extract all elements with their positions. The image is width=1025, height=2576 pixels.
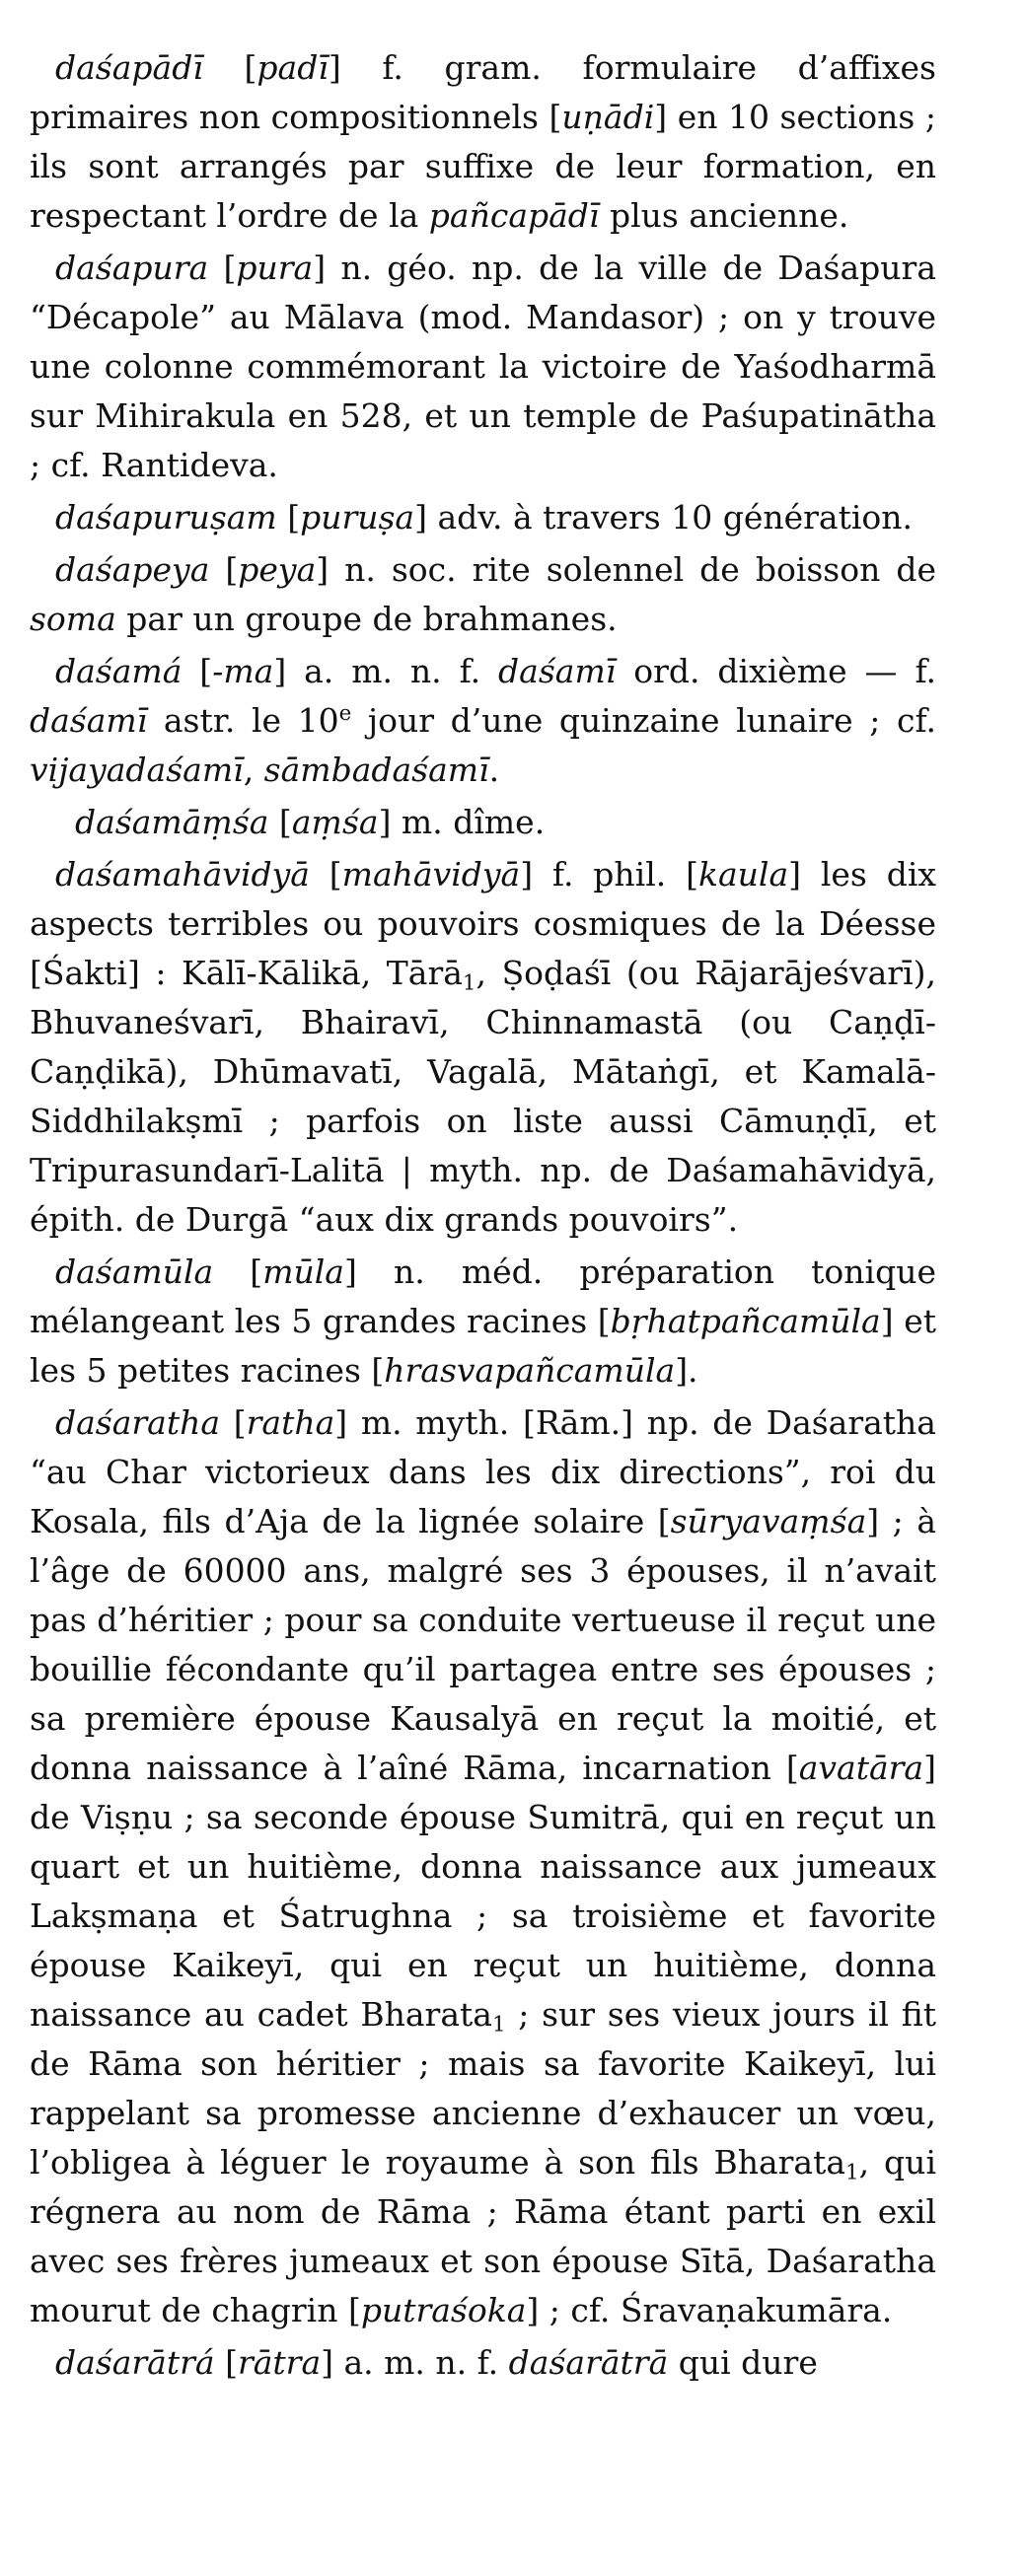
entry-text: par un groupe de brahmanes. xyxy=(115,600,618,638)
italic-term: mahāvidyā xyxy=(341,855,521,894)
subscript-index: 1 xyxy=(462,970,476,996)
entry-text: ] et les 5 petites racines [ xyxy=(30,1302,936,1390)
entry-text: ] en 10 sections ; ils sont arrangés par suffixe de leur formation, en respectant l’ordre de la xyxy=(30,98,937,235)
italic-term: puruṣa xyxy=(300,498,415,537)
entry-text: , Ṣoḍaśī (ou Rājarājeśvarī), Bhuvaneśvarī, Bhairavī, Chinnamastā (ou Caṇḍī-Caṇḍikā), Dhūmavatī, Vagalā, Mātaṅgī, et Kamalā-Siddhilakṣmī ; parfois on liste aussi Cāmuṇḍī, et Tripurasundarī-Lalitā | myth. np. de Daśamahāvidyā, épith. de Durgā “aux dix grands pouvoirs”. xyxy=(30,954,936,1239)
entry-text: [ xyxy=(209,550,239,589)
entry-text: [ xyxy=(213,1252,263,1291)
entry-text: jour d’une quinzaine lunaire ; cf. xyxy=(351,701,936,740)
entry-text: plus ancienne. xyxy=(599,196,849,235)
italic-term: aṃśa xyxy=(291,803,379,841)
entry-text: ] m. dîme. xyxy=(378,803,546,841)
headword: daśamá xyxy=(55,652,183,690)
italic-term: rātra xyxy=(237,2343,322,2382)
entry-text: ]. xyxy=(675,1351,698,1390)
entry-text: ] a. m. n. f. xyxy=(273,652,499,690)
entry-text: [ xyxy=(208,249,237,287)
italic-term: kaula xyxy=(697,855,789,894)
headword: daśapuruṣam xyxy=(55,498,277,537)
subscript-index: 1 xyxy=(845,2160,859,2185)
italic-term: soma xyxy=(30,600,116,638)
italic-term: bṛhatpañcamūla xyxy=(610,1302,881,1340)
italic-term: daśamī xyxy=(498,652,617,690)
entry-text: [ xyxy=(268,803,292,841)
entry-text: . xyxy=(488,751,500,789)
dictionary-entry-dasamamsa xyxy=(30,798,936,847)
italic-term: mūla xyxy=(262,1252,344,1291)
subscript-index: 1 xyxy=(491,2012,506,2038)
entry-text: ] les dix aspects terribles ou pouvoirs cosmiques de la Déesse [Śakti] : Kālī-Kālikā, Tārā xyxy=(30,855,936,992)
dictionary-entry-dasamahavidya xyxy=(30,850,936,1245)
entry-text: ] f. phil. [ xyxy=(520,855,698,894)
entry-text: astr. le 10 xyxy=(147,701,339,740)
entry-text: ] adv. à travers 10 génération. xyxy=(414,498,914,537)
italic-term: daśamī xyxy=(30,701,148,740)
entry-text: ] n. soc. rite solennel de boisson de xyxy=(316,550,936,589)
dictionary-entry-dasamula xyxy=(30,1248,936,1395)
superscript-ordinal: e xyxy=(338,701,352,727)
headword: daśarātrá xyxy=(55,2343,215,2382)
headword: daśapādī xyxy=(55,48,203,87)
entry-text: ] n. géo. np. de la ville de Daśapura “Décapole” au Mālava (mod. Mandasor) ; on y trouve une colonne commémorant la victoire de Yaśodharmā sur Mihirakula en 528, et un temple de Paśupatinātha ; cf. Rantideva. xyxy=(30,249,936,484)
italic-term: sāmbadaśamī xyxy=(263,751,489,789)
entry-text: ] ; cf. Śravaṇakumāra. xyxy=(526,2291,893,2329)
italic-term: hrasvapañcamūla xyxy=(384,1351,676,1390)
headword: daśamāṃśa xyxy=(75,803,269,841)
italic-term: pañcapādī xyxy=(428,196,600,235)
dictionary-entry-dasapurusam xyxy=(30,493,936,542)
entry-text: [ xyxy=(214,2343,238,2382)
entry-text: [ xyxy=(182,652,213,690)
headword: daśapura xyxy=(55,249,209,287)
headword: daśapeya xyxy=(55,550,210,589)
entry-text: ] ; à l’âge de 60000 ans, malgré ses 3 épouses, il n’avait pas d’héritier ; pour sa conduite vertueuse il reçut une bouillie fécondante qu’il partagea entre ses épouses ; sa première épouse Kausalyā en reçut la moitié, et donna naissance à l’aîné Rāma, incarnation [ xyxy=(30,1502,936,1787)
headword: daśamahāvidyā xyxy=(55,855,310,894)
italic-term: ratha xyxy=(246,1403,335,1442)
italic-term: vijayadaśamī xyxy=(30,751,244,789)
italic-term: avatāra xyxy=(798,1749,924,1787)
entry-text: , qui régnera au nom de Rāma ; Rāma étant parti en exil avec ses frères jumeaux et son épouse Sītā, Daśaratha mourut de chagrin [ xyxy=(30,2143,936,2329)
dictionary-entry-dasapadi xyxy=(30,43,936,241)
headword: daśaratha xyxy=(55,1403,221,1442)
italic-term: sūryavaṃśa xyxy=(670,1502,867,1540)
dictionary-entry-dasaratra xyxy=(30,2338,936,2388)
entry-text: [ xyxy=(309,855,342,894)
entry-text: [ xyxy=(276,498,301,537)
italic-term: peya xyxy=(238,550,317,589)
entry-text: ] de Viṣṇu ; sa seconde épouse Sumitrā, qui en reçut un quart et un huitième, donna naissance aux jumeaux Lakṣmaṇa et Śatrughna ; sa troisième et favorite épouse Kaikeyī, qui en reçut un huitième, donna naissance au cadet Bharata xyxy=(30,1749,936,2034)
entry-text: ord. dixième — f. xyxy=(616,652,936,690)
dictionary-entry-dasaratha xyxy=(30,1398,936,2335)
italic-term: pura xyxy=(236,249,314,287)
entry-text: [ xyxy=(220,1403,247,1442)
entry-text: [ xyxy=(202,48,257,87)
dictionary-entry-dasapura xyxy=(30,244,936,490)
italic-term: putraśoka xyxy=(360,2291,527,2329)
entry-text: ; sur ses vieux jours il fit de Rāma son héritier ; mais sa favorite Kaikeyī, lui rappelant sa promesse ancienne d’exhaucer un vœu, l’obligea à léguer le royaume à son fils Bharata xyxy=(30,1995,936,2182)
italic-term: -ma xyxy=(212,652,274,690)
dictionary-entry-dasama xyxy=(30,647,936,795)
entry-text: , xyxy=(243,751,264,789)
italic-term: daśarātrā xyxy=(508,2343,669,2382)
italic-term: padī xyxy=(256,48,329,87)
entry-text: ] a. m. n. f. xyxy=(321,2343,509,2382)
entry-text: qui dure xyxy=(668,2343,818,2382)
entry-text: ] n. méd. préparation tonique mélangeant les 5 grandes racines [ xyxy=(30,1252,936,1340)
entry-text: ] m. myth. [Rām.] np. de Daśaratha “au Char victorieux dans les dix directions”, roi du Kosala, fils d’Aja de la lignée solaire [ xyxy=(30,1403,936,1540)
dictionary-entry-dasapeya xyxy=(30,545,936,644)
italic-term: uṇādi xyxy=(561,98,655,136)
entry-text: ] f. gram. formulaire d’affixes primaires non compositionnels [ xyxy=(30,48,936,136)
headword: daśamūla xyxy=(55,1252,214,1291)
